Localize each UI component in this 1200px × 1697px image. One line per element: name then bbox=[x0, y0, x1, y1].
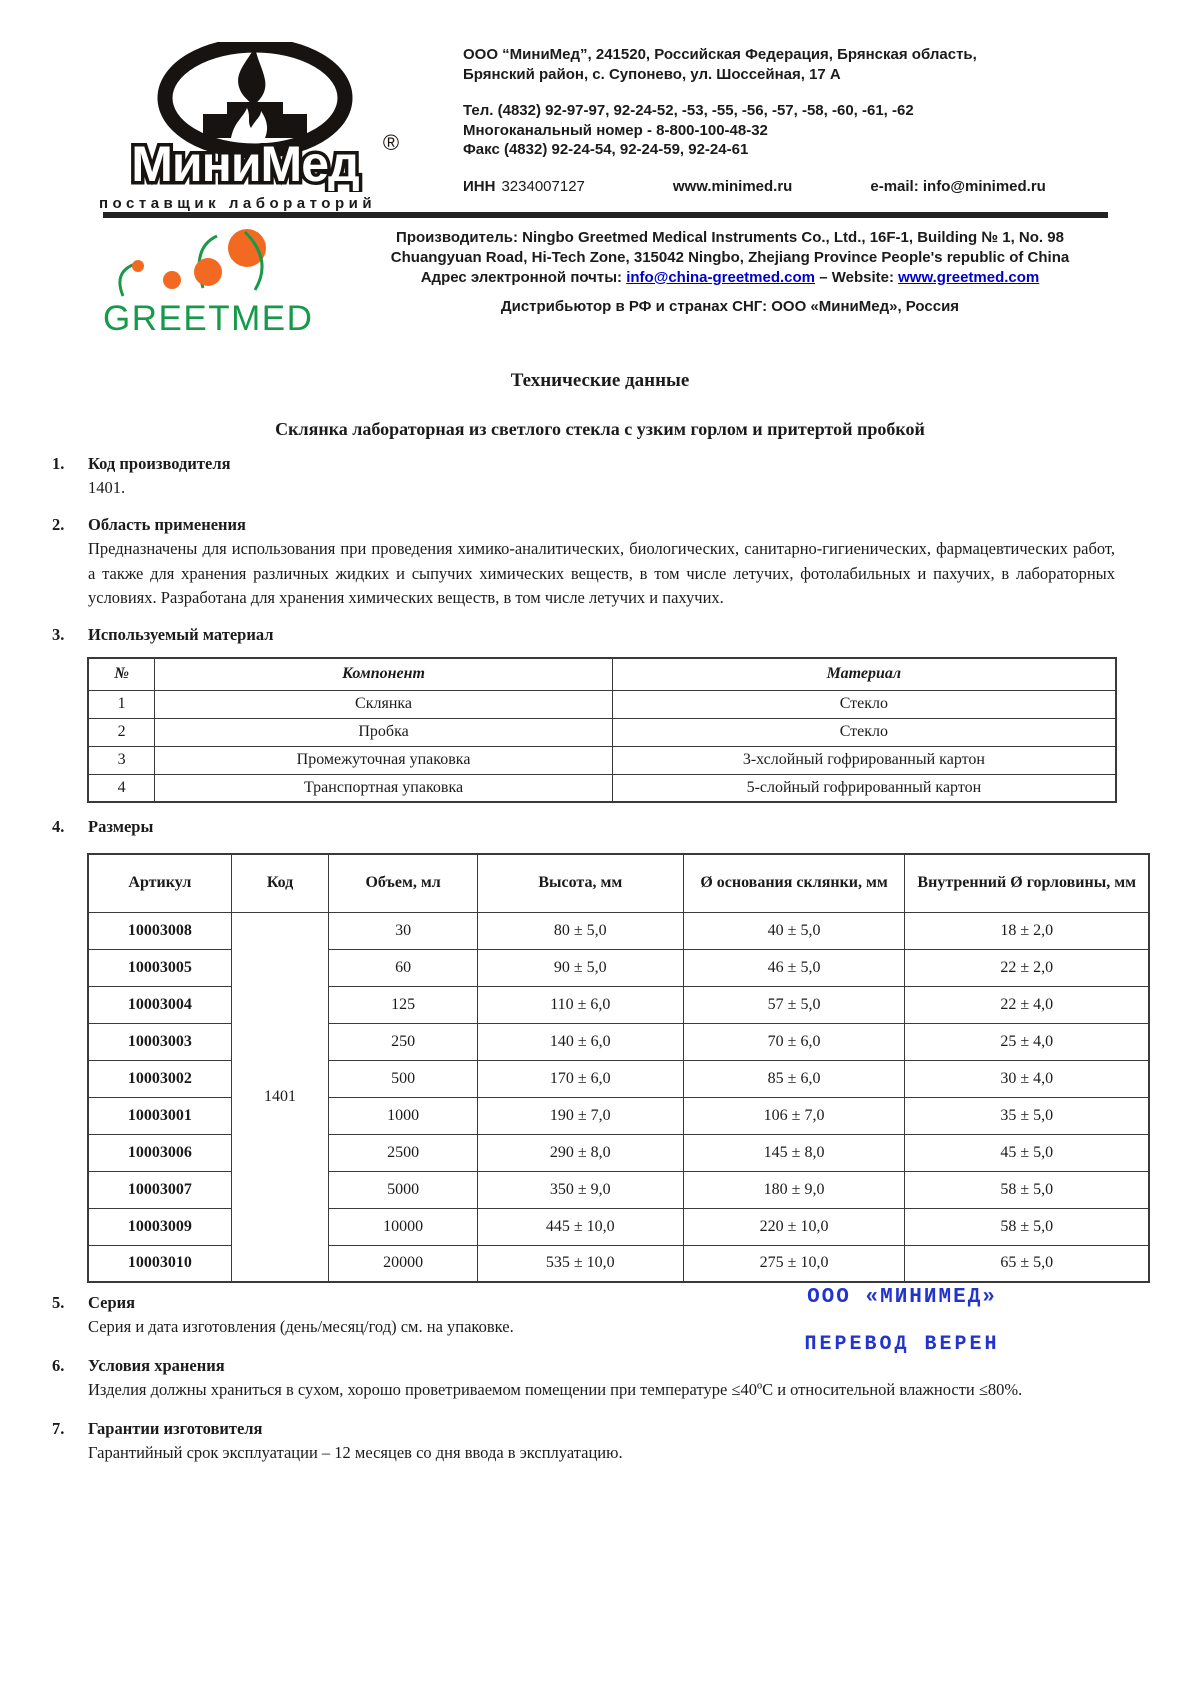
svg-text:МиниМед: МиниМед bbox=[131, 136, 359, 192]
material-cell: Транспортная упаковка bbox=[155, 774, 612, 802]
dimensions-cell: 10000 bbox=[329, 1208, 478, 1245]
column-header: Компонент bbox=[155, 658, 612, 690]
logo-tagline: поставщик лабораторий bbox=[99, 195, 377, 212]
dimensions-cell: 10003010 bbox=[88, 1245, 231, 1282]
section-material bbox=[0, 625, 1200, 645]
material-cell: 3 bbox=[88, 746, 155, 774]
dimensions-cell: 445 ± 10,0 bbox=[477, 1208, 683, 1245]
minimed-logo bbox=[95, 42, 415, 210]
dimensions-cell: 46 ± 5,0 bbox=[683, 949, 905, 986]
material-row bbox=[88, 690, 1116, 718]
translation-stamp bbox=[772, 1287, 1032, 1355]
dimensions-cell: 58 ± 5,0 bbox=[905, 1208, 1149, 1245]
dimensions-cell: 45 ± 5,0 bbox=[905, 1134, 1149, 1171]
section-heading: Код производителя bbox=[88, 454, 231, 473]
company-contacts bbox=[415, 42, 1140, 210]
minimed-candle-logo-icon bbox=[95, 42, 415, 192]
dimensions-cell: 10003005 bbox=[88, 949, 231, 986]
material-cell: Стекло bbox=[612, 690, 1116, 718]
header-divider bbox=[103, 212, 1108, 218]
dimensions-cell: 30 bbox=[329, 912, 478, 949]
section-manufacturer-code bbox=[0, 454, 1200, 501]
column-header: № bbox=[88, 658, 155, 690]
dimensions-cell: 40 ± 5,0 bbox=[683, 912, 905, 949]
company-email-link[interactable]: e-mail: info@minimed.ru bbox=[870, 177, 1046, 195]
greetmed-logo bbox=[95, 224, 330, 342]
dimensions-cell: 65 ± 5,0 bbox=[905, 1245, 1149, 1282]
section-number: 4. bbox=[52, 817, 65, 836]
dimensions-cell: 180 ± 9,0 bbox=[683, 1171, 905, 1208]
section-heading: Гарантии изготовителя bbox=[88, 1418, 263, 1438]
section-application-area bbox=[0, 515, 1200, 611]
page-title: Технические данные bbox=[510, 370, 690, 391]
material-table bbox=[87, 657, 1117, 803]
dimensions-cell: 10003006 bbox=[88, 1134, 231, 1171]
dimensions-cell: 250 bbox=[329, 1023, 478, 1060]
material-cell: Стекло bbox=[612, 718, 1116, 746]
material-cell: Пробка bbox=[155, 718, 612, 746]
dimensions-cell: 90 ± 5,0 bbox=[477, 949, 683, 986]
greetmed-logo-icon bbox=[95, 224, 330, 339]
section-number: 1. bbox=[52, 454, 65, 473]
dimensions-cell: 10003008 bbox=[88, 912, 231, 949]
section-heading: Условия хранения bbox=[88, 1355, 225, 1375]
dimensions-cell: 535 ± 10,0 bbox=[477, 1245, 683, 1282]
dimensions-cell: 125 bbox=[329, 986, 478, 1023]
dimensions-cell: 1000 bbox=[329, 1097, 478, 1134]
manufacturer-line-1: Производитель: Ningbo Greetmed Medical Instruments Co., Ltd., 16F-1, Building № 1, No. 98 bbox=[396, 229, 1064, 246]
dimensions-cell: 10003002 bbox=[88, 1060, 231, 1097]
letterhead bbox=[0, 42, 1200, 210]
section-number: 3. bbox=[52, 625, 65, 644]
manufacturer-email-link[interactable]: info@china-greetmed.com bbox=[626, 268, 816, 286]
manufacturer-line-2: Chuangyuan Road, Hi-Tech Zone, 315042 Ningbo, Zhejiang Province People's republic of China bbox=[390, 248, 1070, 266]
dimensions-cell: 106 ± 7,0 bbox=[683, 1097, 905, 1134]
dimensions-cell: 145 ± 8,0 bbox=[683, 1134, 905, 1171]
section-heading: Серия bbox=[88, 1293, 136, 1312]
dimensions-cell: 170 ± 6,0 bbox=[477, 1060, 683, 1097]
dimensions-cell: 350 ± 9,0 bbox=[477, 1171, 683, 1208]
dimensions-cell: 275 ± 10,0 bbox=[683, 1245, 905, 1282]
column-header: Объем, мл bbox=[329, 854, 478, 912]
section-number: 2. bbox=[52, 514, 65, 534]
dimensions-cell: 20000 bbox=[329, 1245, 478, 1282]
section-heading: Область применения bbox=[88, 514, 246, 534]
multichannel-line: Многоканальный номер - 8-800-100-48-32 bbox=[463, 121, 768, 139]
sections bbox=[0, 454, 1200, 1465]
manufacturer-email-prefix: Адрес электронной почты: bbox=[420, 268, 627, 286]
address-line-2: Брянский район, с. Супонево, ул. Шоссейная, 17 А bbox=[463, 65, 841, 83]
bottom-sections bbox=[0, 1286, 1200, 1465]
dimensions-cell: 70 ± 6,0 bbox=[683, 1023, 905, 1060]
column-header: Ø основания склянки, мм bbox=[683, 854, 905, 912]
material-cell: 1 bbox=[88, 690, 155, 718]
material-cell: 3-хслойный гофрированный картон bbox=[612, 746, 1116, 774]
material-row bbox=[88, 718, 1116, 746]
column-header: Материал bbox=[612, 658, 1116, 690]
dimensions-code-cell: 1401 bbox=[231, 912, 329, 1282]
registered-mark-icon: ® bbox=[382, 130, 400, 155]
dimensions-cell: 22 ± 4,0 bbox=[905, 986, 1149, 1023]
dimensions-cell: 10003009 bbox=[88, 1208, 231, 1245]
material-cell: Промежуточная упаковка bbox=[155, 746, 612, 774]
product-subtitle: Склянка лабораторная из светлого стекла с узким горлом и притертой пробкой bbox=[275, 419, 925, 439]
column-header: Внутренний Ø горловины, мм bbox=[905, 854, 1149, 912]
column-header: Код bbox=[231, 854, 329, 912]
dimensions-cell: 30 ± 4,0 bbox=[905, 1060, 1149, 1097]
section-number: 5. bbox=[52, 1293, 65, 1312]
dimensions-cell: 10003001 bbox=[88, 1097, 231, 1134]
material-cell: Склянка bbox=[155, 690, 612, 718]
dimensions-cell: 500 bbox=[329, 1060, 478, 1097]
section-number: 6. bbox=[52, 1355, 65, 1375]
manufacturer-website-link[interactable]: www.greetmed.com bbox=[898, 268, 1040, 286]
dimensions-cell: 18 ± 2,0 bbox=[905, 912, 1149, 949]
material-table-header-row bbox=[88, 658, 1116, 690]
material-row bbox=[88, 774, 1116, 802]
material-cell: 5-слойный гофрированный картон bbox=[612, 774, 1116, 802]
material-row bbox=[88, 746, 1116, 774]
dimensions-cell: 10003004 bbox=[88, 986, 231, 1023]
section-warranty bbox=[0, 1419, 1200, 1466]
section-heading: Размеры bbox=[88, 817, 154, 836]
material-cell: 2 bbox=[88, 718, 155, 746]
column-header: Высота, мм bbox=[477, 854, 683, 912]
dimensions-cell: 57 ± 5,0 bbox=[683, 986, 905, 1023]
dimensions-table-header-row bbox=[88, 854, 1149, 912]
company-website-link[interactable]: www.minimed.ru bbox=[672, 177, 793, 195]
dimensions-table-body bbox=[88, 912, 1149, 1282]
dimensions-cell: 22 ± 2,0 bbox=[905, 949, 1149, 986]
section-text: 1401. bbox=[88, 478, 126, 497]
dimensions-cell: 2500 bbox=[329, 1134, 478, 1171]
dimensions-cell: 85 ± 6,0 bbox=[683, 1060, 905, 1097]
stamp-translation-line: ПЕРЕВОД ВЕРЕН bbox=[804, 1333, 1000, 1356]
manufacturer-block bbox=[0, 224, 1200, 342]
dimensions-cell: 10003007 bbox=[88, 1171, 231, 1208]
dimensions-cell: 5000 bbox=[329, 1171, 478, 1208]
dimensions-cell: 10003003 bbox=[88, 1023, 231, 1060]
dimensions-cell: 80 ± 5,0 bbox=[477, 912, 683, 949]
dimensions-cell: 190 ± 7,0 bbox=[477, 1097, 683, 1134]
material-cell: 4 bbox=[88, 774, 155, 802]
dimensions-cell: 60 bbox=[329, 949, 478, 986]
stamp-company-line: ООО «МИНИМЕД» bbox=[807, 1286, 997, 1309]
inn-label: ИНН bbox=[463, 177, 496, 195]
dimensions-table bbox=[87, 853, 1150, 1283]
inn-value: 3234007127 bbox=[501, 177, 585, 195]
column-header: Артикул bbox=[88, 854, 231, 912]
section-text: Предназначены для использования при проведения химико-аналитических, биологических, санитарно-гигиенических, фармацевтических работ, а также для хранения различных жидких и сыпучих химических веществ, в том числе летучих, фотолабильных и пахучих, в лабораторных условиях. Разработана для хранения химических веществ, в том числе летучих и пахучих. bbox=[88, 538, 1115, 608]
dimensions-cell: 35 ± 5,0 bbox=[905, 1097, 1149, 1134]
manufacturer-info bbox=[330, 224, 1130, 342]
manufacturer-website-prefix: – Website: bbox=[815, 268, 899, 286]
dimensions-cell: 140 ± 6,0 bbox=[477, 1023, 683, 1060]
distributor-line: Дистрибьютор в РФ и странах СНГ: ООО «МиниМед», Россия bbox=[500, 298, 960, 316]
section-storage bbox=[0, 1356, 1200, 1403]
material-table-body bbox=[88, 690, 1116, 802]
section-number: 7. bbox=[52, 1418, 65, 1438]
dimensions-cell: 110 ± 6,0 bbox=[477, 986, 683, 1023]
address-line-1: ООО “МиниМед”, 241520, Российская Федерация, Брянская область, bbox=[463, 46, 977, 63]
phone-line: Тел. (4832) 92-97-97, 92-24-52, -53, -55, -56, -57, -58, -60, -61, -62 bbox=[463, 102, 914, 119]
dimensions-row bbox=[88, 912, 1149, 949]
section-dimensions bbox=[0, 817, 1200, 837]
manufacturer-email-line bbox=[330, 268, 1130, 288]
fax-line: Факс (4832) 92-24-54, 92-24-59, 92-24-61 bbox=[463, 141, 749, 158]
dimensions-cell: 290 ± 8,0 bbox=[477, 1134, 683, 1171]
dimensions-cell: 58 ± 5,0 bbox=[905, 1171, 1149, 1208]
dimensions-cell: 220 ± 10,0 bbox=[683, 1208, 905, 1245]
greetmed-logo-text: GREETMED bbox=[103, 299, 314, 338]
section-text: Изделия должны храниться в сухом, хорошо проветриваемом помещении при температуре ≤40ºС и относительной влажности ≤80%. bbox=[88, 1379, 1023, 1399]
section-text: Гарантийный срок эксплуатации – 12 месяцев со дня ввода в эксплуатацию. bbox=[88, 1442, 623, 1462]
section-heading: Используемый материал bbox=[88, 625, 274, 644]
section-text: Серия и дата изготовления (день/месяц/год) см. на упаковке. bbox=[88, 1317, 514, 1336]
dimensions-cell: 25 ± 4,0 bbox=[905, 1023, 1149, 1060]
